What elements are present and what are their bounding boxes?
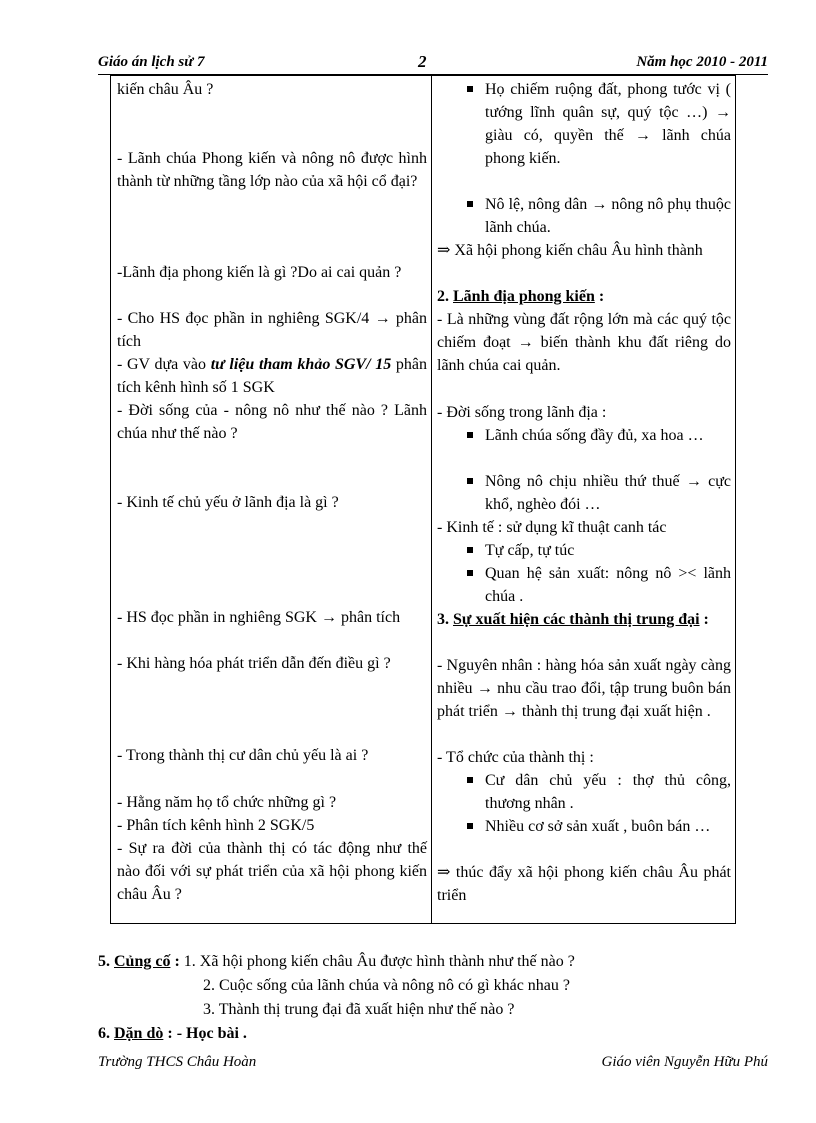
header-school-year: Năm học 2010 - 2011: [636, 54, 768, 70]
consolidation-line: 5. Củng cố : 1. Xã hội phong kiến châu Âu được hình thành như thế nào ?: [98, 953, 575, 970]
page-number: 2: [418, 52, 427, 71]
left-question: -Lãnh địa phong kiến là gì ?Do ai cai quản ?: [117, 264, 402, 281]
left-question: - Hằng năm họ tổ chức những gì ?: [117, 794, 337, 811]
homework-label: Dặn dò: [114, 1025, 164, 1042]
subheading-text: - Kinh tế : sử dụng kĩ thuật canh tác: [437, 519, 667, 536]
left-instruction: - Phân tích kênh hình 2 SGK/5: [117, 817, 315, 834]
left-question: - Khi hàng hóa phát triển dẫn đến điều gì ?: [117, 655, 391, 672]
homework-line: 6. Dặn dò : - Học bài .: [98, 1025, 247, 1042]
page-header: [98, 52, 768, 76]
left-question: - Lãnh chúa Phong kiến và nông nô được hình thành từ những tầng lớp nào của xã hội cổ đại?: [117, 150, 427, 190]
conclusion-text: ⇒ thúc đẩy xã hội phong kiến châu Âu phát triển: [437, 864, 731, 904]
column-divider: [431, 76, 432, 923]
left-question: - Đời sống của - nông nô như thế nào ? Lãnh chúa như thế nào ?: [117, 402, 427, 442]
section-heading-2: 2. Lãnh địa phong kiến :: [437, 288, 605, 305]
left-instruction: - GV dựa vào tư liệu tham khảo SGV/ 15 phân tích kênh hình số 1 SGK: [117, 356, 427, 396]
conclusion-text: ⇒ Xã hội phong kiến châu Âu hình thành: [437, 242, 703, 259]
subheading-text: - Tổ chức của thành thị :: [437, 749, 594, 766]
lesson-table: kiến châu Âu ? - Lãnh chúa Phong kiến và nông nô được hình thành từ những tầng lớp nào của xã hội cổ đại? -Lãnh địa phong kiến là gì ?Do ai cai quản ? - Cho HS đọc phần in nghiêng SGK/4 → phân tích - GV dựa vào tư liệu tham khảo SGV/ 15 phân tích kênh hình số 1 SGK - Đời sống của - nông nô như thế nào ? Lãnh chúa như thế nào ? - Kinh tế chủ yếu ở lãnh địa là gì ? - HS đọc phần in nghiêng SGK → phân tích - Khi hàng hóa phát triển dẫn đến điều gì ? - Trong thành thị cư dân chủ yếu là ai ? - Hằng năm họ tổ chức những gì ? - Phân tích kênh hình 2 SGK/5 - Sự ra đời của thành thị có tác động như thế nào đối với sự phát triển của xã hội phong kiến châu Âu ? Họ chiếm ruộng đất, phong tước vị ( tướng lĩnh quân sự, quý tộc …) → giàu có, quyền thế → lãnh chúa phong kiến. Nô lệ, nông dân → nông nô phụ thuộc lãnh chúa. ⇒ Xã hội phong kiến châu Âu hình thành 2. Lãnh địa phong kiến : - Là những vùng đất rộng lớn mà các quý tộc chiếm đoạt → biến thành khu đất riêng do lãnh chúa cai quản. - Đời sống trong lãnh địa : Lãnh chúa sống đầy đủ, xa hoa … Nông nô chịu nhiều thứ thuế → cực khổ, nghèo đói … - Kinh tế : sử dụng kĩ thuật canh tác Tự cấp, tự túc Quan hệ sản xuất: nông nô >< lãnh chúa . 3. Sự xuất hiện các thành thị trung đại : - Nguyên nhân : hàng hóa sản xuất ngày càng nhiều → nhu cầu trao đổi, tập trung buôn bán phát triển → thành thị trung đại xuất hiện . - Tổ chức của thành thị : Cư dân chủ yếu : thợ thủ công, thương nhân . Nhiều cơ sở sản xuất , buôn bán … ⇒ thúc đẩy xã hội phong kiến châu Âu phát triển: [110, 75, 736, 924]
reference-material: tư liệu tham khảo SGV/ 15: [210, 356, 392, 373]
left-question: - Sự ra đời của thành thị có tác động như thế nào đối với sự phát triển của xã hội phong kiến châu Âu ?: [117, 840, 427, 903]
definition-text: - Là những vùng đất rộng lớn mà các quý tộc chiếm đoạt → biến thành khu đất riêng do lãnh chúa cai quản.: [437, 311, 731, 374]
left-text: kiến châu Âu ?: [117, 81, 214, 98]
left-question: - Kinh tế chủ yếu ở lãnh địa là gì ?: [117, 494, 339, 511]
section-heading-3: 3. Sự xuất hiện các thành thị trung đại :: [437, 611, 709, 628]
consolidation-question: 3. Thành thị trung đại đã xuất hiện như thế nào ?: [203, 1001, 515, 1018]
cause-text: - Nguyên nhân : hàng hóa sản xuất ngày càng nhiều → nhu cầu trao đổi, tập trung buôn bán phát triển → thành thị trung đại xuất hiện .: [437, 657, 731, 720]
footer-teacher: Giáo viên Nguyễn Hữu Phú: [601, 1054, 768, 1070]
consolidation-label: Củng cố: [114, 953, 171, 970]
left-instruction: - HS đọc phần in nghiêng SGK → phân tích: [117, 609, 401, 626]
subheading-text: - Đời sống trong lãnh địa :: [437, 404, 607, 421]
left-instruction: - Cho HS đọc phần in nghiêng SGK/4 → phân tích: [117, 310, 427, 350]
header-subject: Giáo án lịch sử 7: [98, 54, 205, 70]
left-question: - Trong thành thị cư dân chủ yếu là ai ?: [117, 747, 369, 764]
consolidation-question: 2. Cuộc sống của lãnh chúa và nông nô có gì khác nhau ?: [203, 977, 571, 994]
footer-school: Trường THCS Châu Hoàn: [98, 1054, 257, 1070]
